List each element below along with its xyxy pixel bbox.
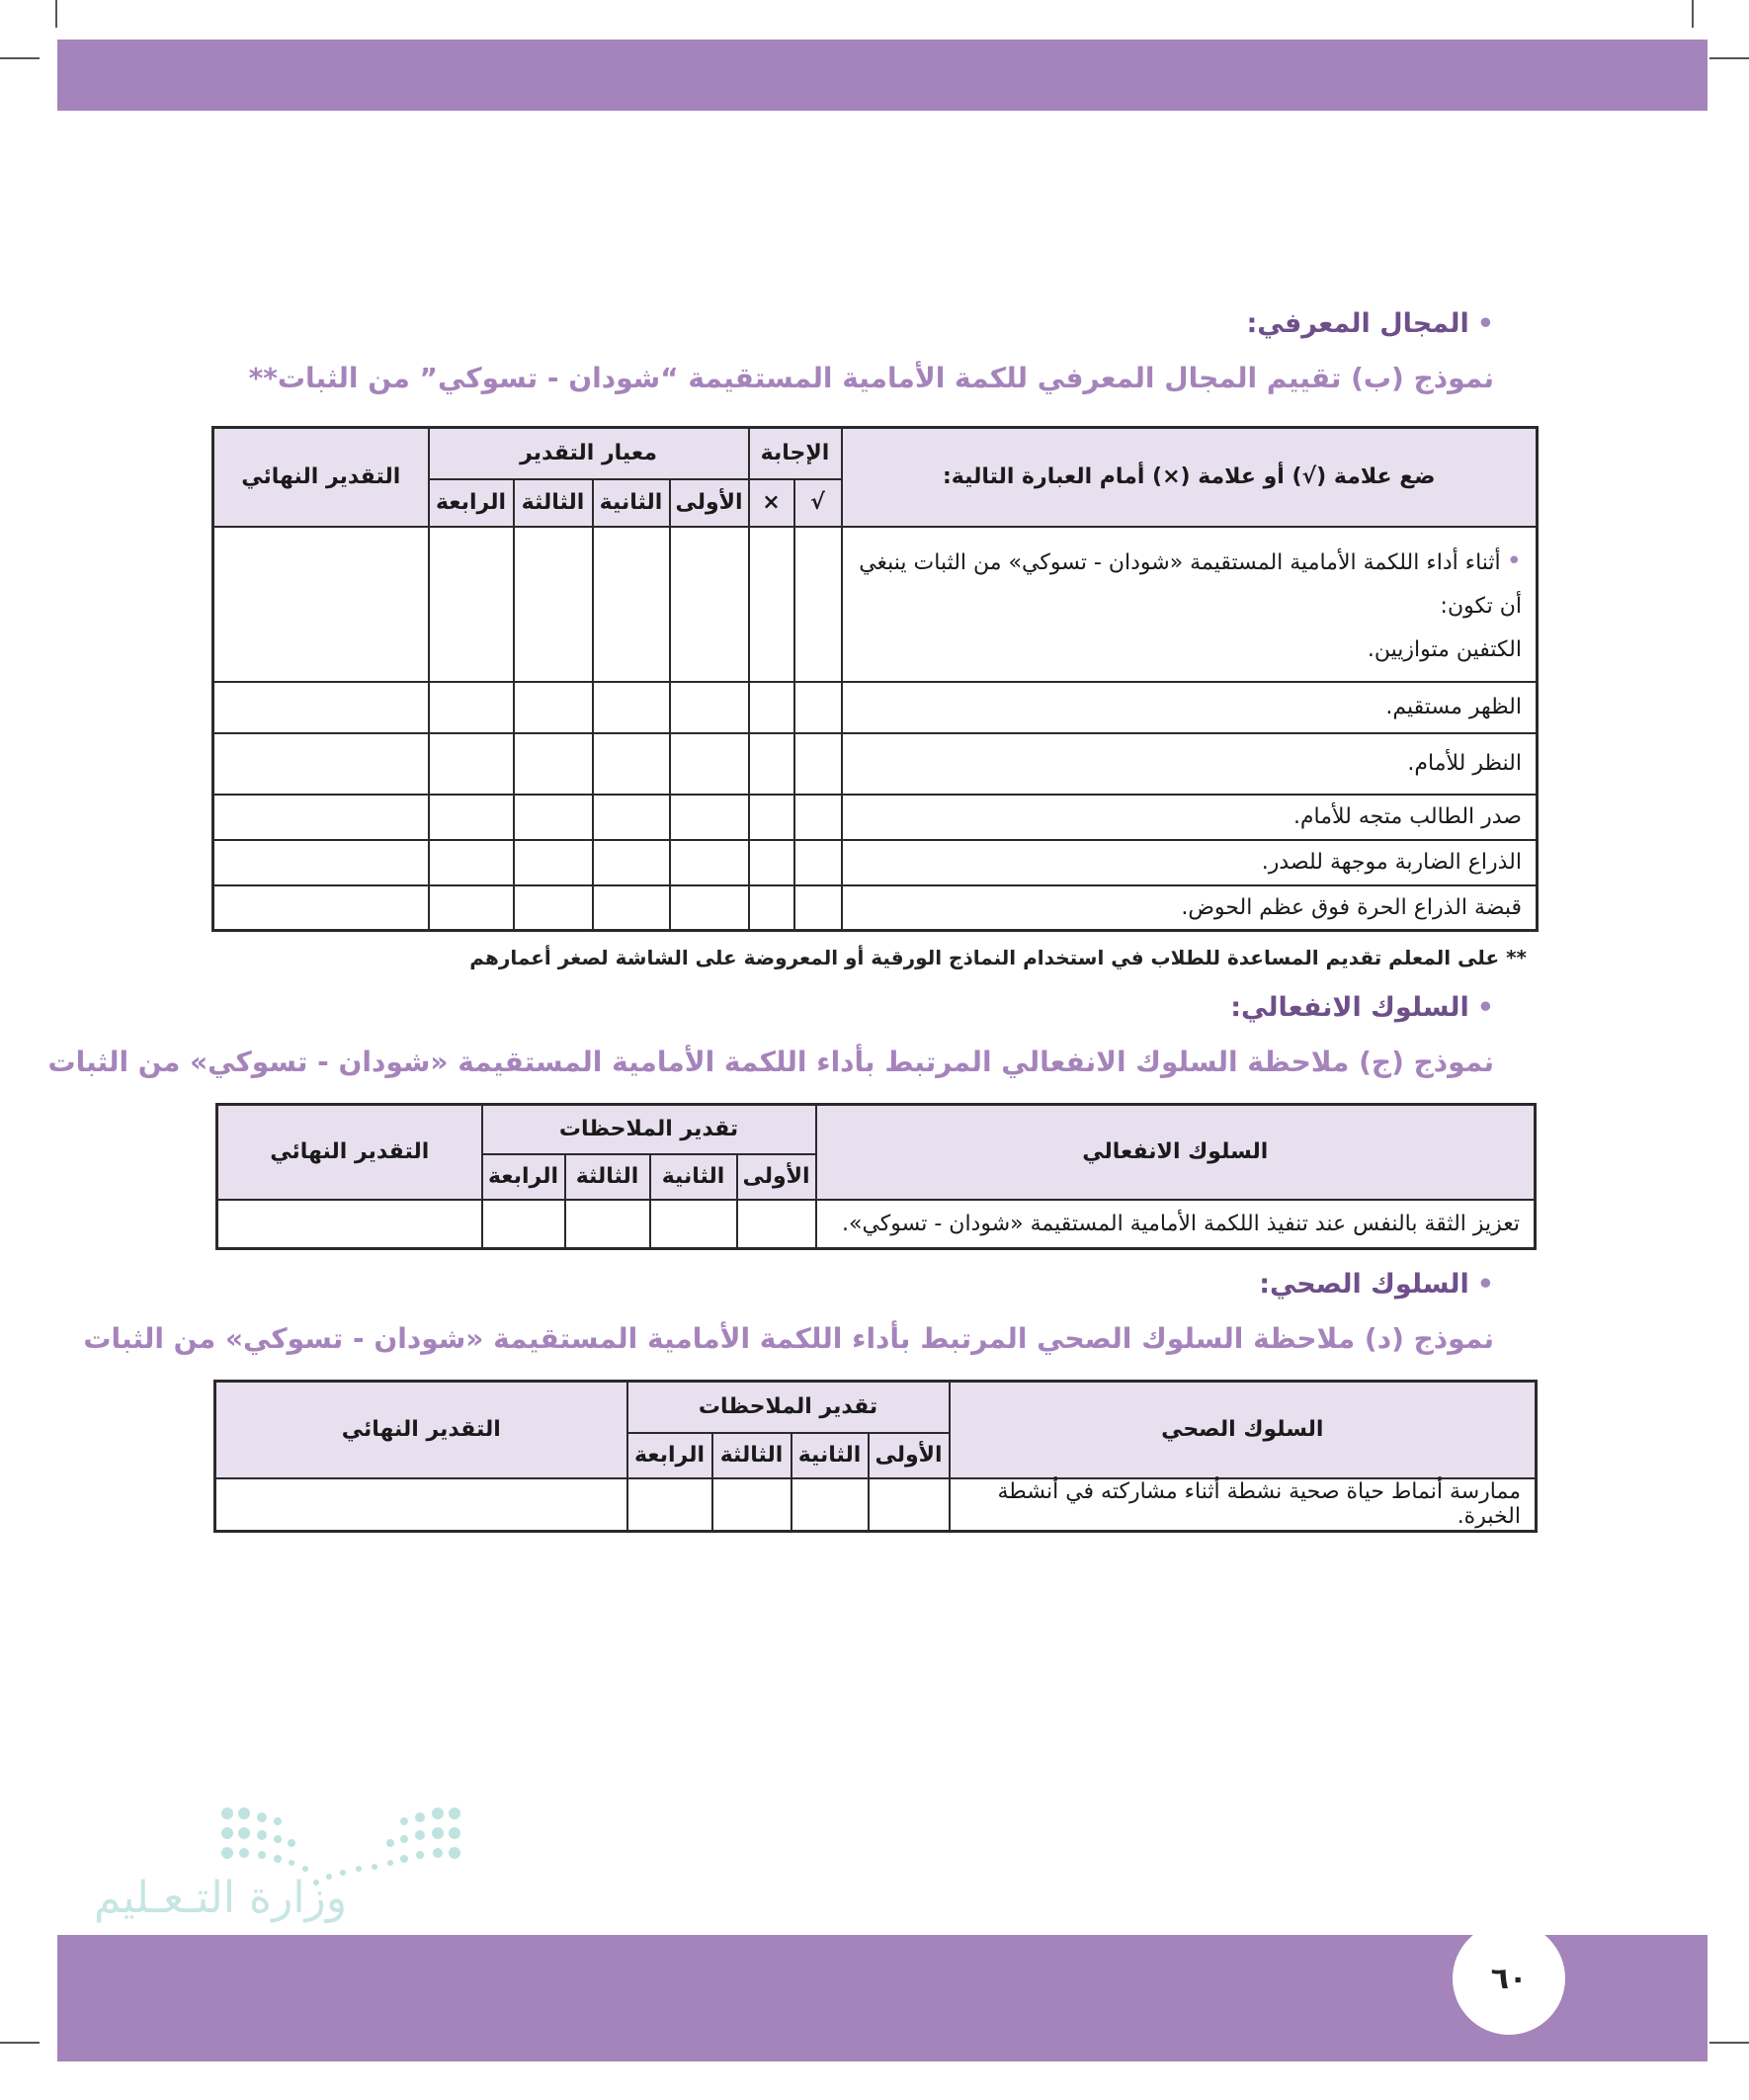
final-grade-header: التقدير النهائي — [215, 1382, 627, 1478]
bullet-icon: • — [1506, 546, 1522, 576]
section-heading-emotional — [1230, 992, 1494, 1023]
crop-mark — [1692, 0, 1694, 28]
intro-text: أثناء أداء اللكمة الأمامية المستقيمة «شودان - تسوكي» من الثبات ينبغي — [859, 549, 1501, 575]
section-heading-health — [1259, 1269, 1494, 1300]
intro-line — [849, 540, 1523, 585]
statement-cell: صدر الطالب متجه للأمام. — [842, 795, 1538, 840]
statement-cell — [842, 527, 1538, 682]
level-cell[interactable] — [670, 795, 749, 840]
level-cell[interactable] — [514, 795, 593, 840]
level-cell[interactable] — [593, 840, 670, 885]
answer-check-cell[interactable] — [794, 795, 842, 840]
level-cell[interactable] — [712, 1478, 791, 1532]
section-heading-text: السلوك الانفعالي: — [1230, 992, 1469, 1023]
observation-header: تقدير الملاحظات — [627, 1382, 950, 1433]
ministry-logo-text: وزارة التـعـليم — [94, 1873, 348, 1923]
statement-cell: النظر للأمام. — [842, 733, 1538, 795]
statement-cell: الظهر مستقيم. — [842, 682, 1538, 733]
level-cell[interactable] — [565, 1200, 650, 1249]
level-cell[interactable] — [593, 682, 670, 733]
level-header-first: الأولى — [670, 479, 749, 527]
crop-mark — [0, 2042, 40, 2044]
emotional-table — [215, 1103, 1537, 1250]
level-cell[interactable] — [514, 885, 593, 931]
level-cell[interactable] — [593, 885, 670, 931]
final-grade-cell[interactable] — [215, 1478, 627, 1532]
level-cell[interactable] — [737, 1200, 816, 1249]
cross-mark-header: × — [749, 479, 794, 527]
answer-check-cell[interactable] — [794, 733, 842, 795]
cognitive-table — [211, 426, 1539, 932]
footnote: ** على المعلم تقديم المساعدة للطلاب في استخدام النماذج الورقية أو المعروضة على الشاشة لصغر أعمارهم — [469, 946, 1527, 969]
section-heading-cognitive — [1246, 308, 1494, 339]
form-title-d: نموذج (د) ملاحظة السلوك الصحي المرتبط بأداء اللكمة الأمامية المستقيمة «شودان - تسوكي» من الثبات — [83, 1322, 1494, 1355]
final-grade-header: التقدير النهائي — [213, 428, 429, 527]
level-cell[interactable] — [429, 885, 514, 931]
health-table — [213, 1380, 1538, 1533]
level-cell[interactable] — [670, 885, 749, 931]
level-header-second: الثانية — [650, 1154, 737, 1200]
bullet-icon: • — [1476, 1269, 1494, 1300]
answer-cross-cell[interactable] — [749, 885, 794, 931]
check-mark-header: √ — [794, 479, 842, 527]
behavior-cell: تعزيز الثقة بالنفس عند تنفيذ اللكمة الأمامية المستقيمة «شودان - تسوكي». — [816, 1200, 1536, 1249]
level-cell[interactable] — [791, 1478, 869, 1532]
level-cell[interactable] — [627, 1478, 712, 1532]
level-cell[interactable] — [429, 527, 514, 682]
answer-check-cell[interactable] — [794, 885, 842, 931]
final-grade-cell[interactable] — [213, 527, 429, 682]
level-cell[interactable] — [670, 840, 749, 885]
level-header-second: الثانية — [791, 1433, 869, 1478]
bullet-icon: • — [1476, 992, 1494, 1023]
behavior-header: السلوك الصحي — [950, 1382, 1537, 1478]
answer-check-cell[interactable] — [794, 840, 842, 885]
header-band — [57, 40, 1707, 111]
section-heading-text: المجال المعرفي: — [1246, 308, 1469, 339]
level-cell[interactable] — [514, 840, 593, 885]
form-title-b: نموذج (ب) تقييم المجال المعرفي للكمة الأمامية المستقيمة “شودان - تسوكي” من الثبات** — [248, 362, 1494, 394]
level-header-third: الثالثة — [712, 1433, 791, 1478]
bullet-icon: • — [1476, 308, 1494, 339]
form-title-c: نموذج (ج) ملاحظة السلوك الانفعالي المرتبط بأداء اللكمة الأمامية المستقيمة «شودان - تسوكي» من الثبات — [47, 1046, 1494, 1078]
crop-mark — [0, 57, 40, 59]
level-header-fourth: الرابعة — [482, 1154, 565, 1200]
level-cell[interactable] — [429, 733, 514, 795]
statement-cell: قبضة الذراع الحرة فوق عظم الحوض. — [842, 885, 1538, 931]
final-grade-cell[interactable] — [213, 795, 429, 840]
behavior-header: السلوك الانفعالي — [816, 1105, 1536, 1200]
final-grade-cell[interactable] — [213, 840, 429, 885]
statement-header: ضع علامة (√) أو علامة (×) أمام العبارة التالية: — [842, 428, 1538, 527]
page-number: ٦٠ — [1453, 1922, 1565, 2035]
criteria-header: معيار التقدير — [429, 428, 749, 479]
final-grade-cell[interactable] — [213, 682, 429, 733]
answer-cross-cell[interactable] — [749, 682, 794, 733]
intro-line: أن تكون: — [1440, 593, 1522, 619]
crop-mark — [55, 0, 57, 28]
answer-check-cell[interactable] — [794, 527, 842, 682]
level-cell[interactable] — [429, 840, 514, 885]
level-header-second: الثانية — [593, 479, 670, 527]
answer-cross-cell[interactable] — [749, 527, 794, 682]
level-header-first: الأولى — [737, 1154, 816, 1200]
level-cell[interactable] — [482, 1200, 565, 1249]
level-cell[interactable] — [593, 795, 670, 840]
crop-mark — [1709, 2042, 1749, 2044]
observation-header: تقدير الملاحظات — [482, 1105, 816, 1154]
level-cell[interactable] — [593, 527, 670, 682]
level-header-third: الثالثة — [514, 479, 593, 527]
level-cell[interactable] — [429, 795, 514, 840]
level-cell[interactable] — [869, 1478, 950, 1532]
level-header-fourth: الرابعة — [627, 1433, 712, 1478]
answer-header: الإجابة — [749, 428, 842, 479]
answer-cross-cell[interactable] — [749, 840, 794, 885]
level-header-fourth: الرابعة — [429, 479, 514, 527]
answer-cross-cell[interactable] — [749, 795, 794, 840]
crop-mark — [1709, 57, 1749, 59]
answer-check-cell[interactable] — [794, 682, 842, 733]
behavior-cell: ممارسة أنماط حياة صحية نشطة أثناء مشاركته في أنشطة الخبرة. — [950, 1478, 1537, 1532]
level-cell[interactable] — [514, 527, 593, 682]
level-cell[interactable] — [670, 682, 749, 733]
level-cell[interactable] — [429, 682, 514, 733]
final-grade-header: التقدير النهائي — [217, 1105, 482, 1200]
answer-cross-cell[interactable] — [749, 733, 794, 795]
level-cell[interactable] — [650, 1200, 737, 1249]
final-grade-cell[interactable] — [213, 885, 429, 931]
final-grade-cell[interactable] — [217, 1200, 482, 1249]
level-cell[interactable] — [593, 733, 670, 795]
level-cell[interactable] — [670, 527, 749, 682]
level-header-first: الأولى — [869, 1433, 950, 1478]
level-cell[interactable] — [514, 733, 593, 795]
section-heading-text: السلوك الصحي: — [1259, 1269, 1469, 1300]
statement-text: الكتفين متوازيين. — [1367, 636, 1522, 662]
level-cell[interactable] — [514, 682, 593, 733]
final-grade-cell[interactable] — [213, 733, 429, 795]
level-cell[interactable] — [670, 733, 749, 795]
statement-cell: الذراع الضاربة موجهة للصدر. — [842, 840, 1538, 885]
level-header-third: الثالثة — [565, 1154, 650, 1200]
